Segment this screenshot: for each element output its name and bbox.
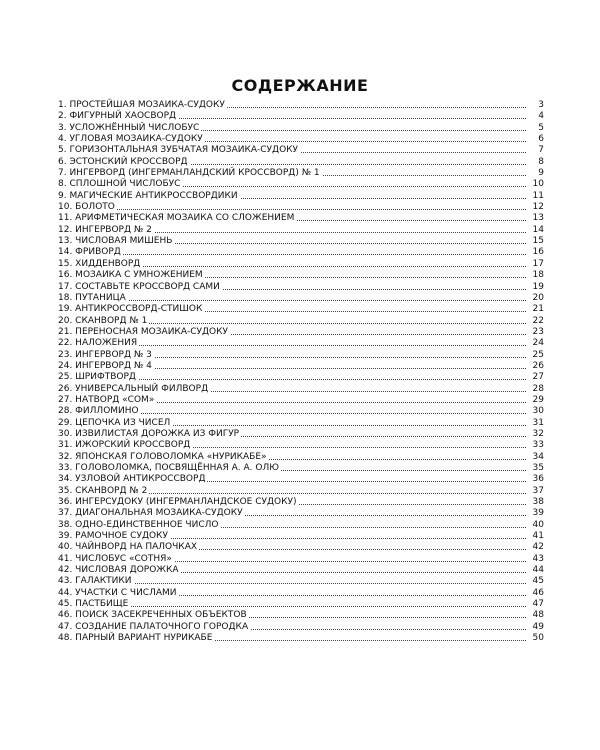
toc-entry-title: 10. БОЛОТО: [58, 202, 115, 213]
toc-entry: [58, 350, 544, 361]
toc-entry-title: 28. ФИЛЛОМИНО: [58, 406, 139, 417]
toc-entry-page-number: 38: [528, 497, 544, 508]
toc-entry-page-number: 4: [528, 111, 544, 122]
toc-entry: [58, 486, 544, 497]
toc-entry: [58, 508, 544, 519]
toc-entry-title: 22. НАЛОЖЕНИЯ: [58, 338, 138, 349]
toc-entry-page-number: 19: [528, 282, 544, 293]
toc-entry: [58, 497, 544, 508]
toc-entry-title: 6. ЭСТОНСКИЙ КРОССВОРД: [58, 156, 188, 167]
toc-entry-title: 3. УСЛОЖНЁННЫЙ ЧИСЛОБУС: [58, 122, 200, 133]
toc-entry: [58, 123, 544, 134]
toc-entry: [58, 100, 544, 111]
toc-entry: [58, 474, 544, 485]
toc-entry-page-number: 30: [528, 406, 544, 417]
dot-leader: [58, 209, 526, 210]
toc-entry: [58, 304, 544, 315]
toc-entry-page-number: 21: [528, 304, 544, 315]
toc-entry-page-number: 44: [528, 565, 544, 576]
toc-entry-page-number: 47: [528, 599, 544, 610]
toc-entry: [58, 236, 544, 247]
toc-entry: [58, 599, 544, 610]
toc-entry-page-number: 29: [528, 395, 544, 406]
toc-entry-page-number: 22: [528, 316, 544, 327]
table-of-contents: [58, 100, 544, 645]
toc-entry-page-number: 12: [528, 202, 544, 213]
toc-entry-title: 23. ИНГЕРВОРД № 3: [58, 349, 152, 360]
toc-entry-page-number: 49: [528, 622, 544, 633]
toc-entry-page-number: 11: [528, 191, 544, 202]
toc-entry-title: 29. ЦЕПОЧКА ИЗ ЧИСЕЛ: [58, 417, 171, 428]
toc-entry-title: 21. ПЕРЕНОСНАЯ МОЗАИКА-СУДОКУ: [58, 326, 228, 337]
toc-entry-title: 35. СКАНВОРД № 2: [58, 485, 148, 496]
toc-entry-title: 47. СОЗДАНИЕ ПАЛАТОЧНОГО ГОРОДКА: [58, 621, 249, 632]
toc-entry-title: 27. НАТВОРД «СОМ»: [58, 394, 155, 405]
toc-entry: [58, 633, 544, 644]
toc-entry-title: 9. МАГИЧЕСКИЕ АНТИКРОССВОРДИКИ: [58, 190, 238, 201]
toc-entry-title: 19. АНТИКРОССВОРД-СТИШОК: [58, 304, 203, 315]
toc-entry: [58, 610, 544, 621]
toc-entry-title: 41. ЧИСЛОБУС «СОТНЯ»: [58, 553, 172, 564]
toc-entry-page-number: 15: [528, 236, 544, 247]
toc-entry-page-number: 31: [528, 418, 544, 429]
toc-entry-page-number: 13: [528, 213, 544, 224]
toc-entry: [58, 316, 544, 327]
toc-entry-title: 11. АРИФМЕТИЧЕСКАЯ МОЗАИКА СО СЛОЖЕНИЕМ: [58, 213, 295, 224]
toc-entry-page-number: 45: [528, 576, 544, 587]
toc-entry: [58, 282, 544, 293]
toc-entry-title: 14. ФРИВОРД: [58, 247, 121, 258]
toc-entry-page-number: 48: [528, 610, 544, 621]
toc-entry-title: 31. ИЖОРСКИЙ КРОССВОРД: [58, 440, 191, 451]
toc-entry-page-number: 36: [528, 474, 544, 485]
toc-entry-page-number: 35: [528, 463, 544, 474]
toc-entry-page-number: 41: [528, 531, 544, 542]
toc-entry: [58, 293, 544, 304]
toc-entry-page-number: 3: [528, 100, 544, 111]
toc-entry: [58, 111, 544, 122]
toc-entry-title: 42. ЧИСЛОВАЯ ДОРОЖКА: [58, 565, 179, 576]
toc-entry: [58, 384, 544, 395]
toc-entry: [58, 247, 544, 258]
toc-entry-page-number: 7: [528, 145, 544, 156]
toc-entry: [58, 179, 544, 190]
toc-entry-title: 38. ОДНО-ЕДИНСТВЕННОЕ ЧИСЛО: [58, 519, 219, 530]
toc-entry: [58, 157, 544, 168]
toc-entry: [58, 565, 544, 576]
toc-entry: [58, 542, 544, 553]
toc-entry-page-number: 23: [528, 327, 544, 338]
toc-entry: [58, 554, 544, 565]
toc-entry-title: 5. ГОРИЗОНТАЛЬНАЯ ЗУБЧАТАЯ МОЗАИКА-СУДОКУ: [58, 145, 299, 156]
dot-leader: [58, 300, 526, 301]
toc-entry: [58, 588, 544, 599]
toc-entry-page-number: 43: [528, 554, 544, 565]
toc-entry-title: 1. ПРОСТЕЙШАЯ МОЗАИКА-СУДОКУ: [58, 100, 225, 110]
toc-entry-title: 30. ИЗВИЛИСТАЯ ДОРОЖКА ИЗ ФИГУР: [58, 428, 240, 439]
toc-entry-title: 16. МОЗАИКА С УМНОЖЕНИЕМ: [58, 270, 203, 281]
toc-entry-title: 37. ДИАГОНАЛЬНАЯ МОЗАИКА-СУДОКУ: [58, 508, 243, 519]
toc-entry: [58, 168, 544, 179]
toc-entry: [58, 418, 544, 429]
toc-entry-title: 45. ПАСТБИЩЕ: [58, 599, 129, 610]
toc-entry-page-number: 42: [528, 542, 544, 553]
toc-entry-title: 43. ГАЛАКТИКИ: [58, 576, 132, 587]
toc-entry-page-number: 26: [528, 361, 544, 372]
toc-entry-title: 33. ГОЛОВОЛОМКА, ПОСВЯЩЁННАЯ А. А. ОЛЮ: [58, 463, 279, 473]
toc-entry-page-number: 8: [528, 157, 544, 168]
toc-entry: [58, 395, 544, 406]
toc-entry-page-number: 17: [528, 259, 544, 270]
toc-entry: [58, 463, 544, 474]
toc-entry-page-number: 16: [528, 247, 544, 258]
toc-entry-page-number: 34: [528, 452, 544, 463]
toc-entry-title: 13. ЧИСЛОВАЯ МИШЕНЬ: [58, 236, 173, 247]
toc-entry-page-number: 24: [528, 338, 544, 349]
toc-entry-title: 48. ПАРНЫЙ ВАРИАНТ НУРИКАБЕ: [58, 633, 213, 644]
toc-entry-page-number: 50: [528, 633, 544, 644]
toc-entry-title: 32. ЯПОНСКАЯ ГОЛОВОЛОМКА «НУРИКАБЕ»: [58, 451, 267, 462]
toc-entry-page-number: 18: [528, 270, 544, 281]
toc-entry-page-number: 39: [528, 508, 544, 519]
toc-entry-page-number: 6: [528, 134, 544, 145]
toc-entry-title: 46. ПОИСК ЗАСЕКРЕЧЕННЫХ ОБЪЕКТОВ: [58, 610, 247, 621]
toc-entry-title: 20. СКАНВОРД № 1: [58, 315, 148, 326]
toc-entry: [58, 440, 544, 451]
toc-entry-page-number: 32: [528, 429, 544, 440]
toc-entry: [58, 270, 544, 281]
toc-entry-title: 4. УГЛОВАЯ МОЗАИКА-СУДОКУ: [58, 134, 203, 145]
toc-entry-title: 36. ИНГЕРСУДОКУ (ИНГЕРМАНЛАНДСКОЕ СУДОКУ): [58, 497, 297, 508]
toc-entry: [58, 406, 544, 417]
toc-entry: [58, 145, 544, 156]
toc-entry-title: 17. СОСТАВЬТЕ КРОССВОРД САМИ: [58, 281, 220, 292]
toc-entry-title: 2. ФИГУРНЫЙ ХАОСВОРД: [58, 111, 177, 122]
toc-entry: [58, 338, 544, 349]
toc-entry-title: 18. ПУТАНИЦА: [58, 292, 126, 303]
dot-leader: [58, 254, 526, 255]
toc-entry-title: 24. ИНГЕРВОРД № 4: [58, 360, 152, 371]
toc-entry: [58, 429, 544, 440]
toc-entry-title: 12. ИНГЕРВОРД № 2: [58, 224, 152, 235]
toc-entry-page-number: 25: [528, 350, 544, 361]
toc-entry-page-number: 9: [528, 168, 544, 179]
page-title: СОДЕРЖАНИЕ: [231, 76, 369, 95]
toc-entry: [58, 452, 544, 463]
toc-entry-title: 26. УНИВЕРСАЛЬНЫЙ ФИЛВОРД: [58, 383, 209, 394]
toc-entry: [58, 576, 544, 587]
toc-entry-page-number: 28: [528, 384, 544, 395]
toc-entry: [58, 361, 544, 372]
toc-entry: [58, 622, 544, 633]
toc-entry-page-number: 37: [528, 486, 544, 497]
toc-entry: [58, 372, 544, 383]
toc-entry-title: 40. ЧАЙНВОРД НА ПАЛОЧКАХ: [58, 542, 198, 553]
toc-entry-page-number: 14: [528, 225, 544, 236]
toc-entry-title: 8. СПЛОШНОЙ ЧИСЛОБУС: [58, 179, 181, 190]
toc-entry: [58, 327, 544, 338]
toc-entry-title: 25. ШРИФТВОРД: [58, 372, 136, 383]
toc-entry-title: 15. ХИДДЕНВОРД: [58, 258, 141, 269]
toc-entry-page-number: 5: [528, 123, 544, 134]
toc-entry: [58, 259, 544, 270]
toc-entry-page-number: 27: [528, 372, 544, 383]
toc-entry-page-number: 20: [528, 293, 544, 304]
toc-entry-title: 44. УЧАСТКИ С ЧИСЛАМИ: [58, 587, 177, 598]
toc-entry: [58, 225, 544, 236]
toc-entry-page-number: 33: [528, 440, 544, 451]
toc-entry: [58, 531, 544, 542]
toc-entry: [58, 202, 544, 213]
toc-entry-page-number: 46: [528, 588, 544, 599]
toc-entry: [58, 213, 544, 224]
toc-entry: [58, 191, 544, 202]
toc-entry-title: 7. ИНГЕРВОРД (ИНГЕРМАНЛАНДСКИЙ КРОССВОРД) № 1: [58, 168, 320, 179]
toc-entry-page-number: 40: [528, 520, 544, 531]
toc-entry-title: 34. УЗЛОВОЙ АНТИКРОССВОРД: [58, 474, 206, 485]
toc-entry-page-number: 10: [528, 179, 544, 190]
toc-entry: [58, 520, 544, 531]
toc-entry: [58, 134, 544, 145]
toc-entry-title: 39. РАМОЧНОЕ СУДОКУ: [58, 531, 168, 542]
